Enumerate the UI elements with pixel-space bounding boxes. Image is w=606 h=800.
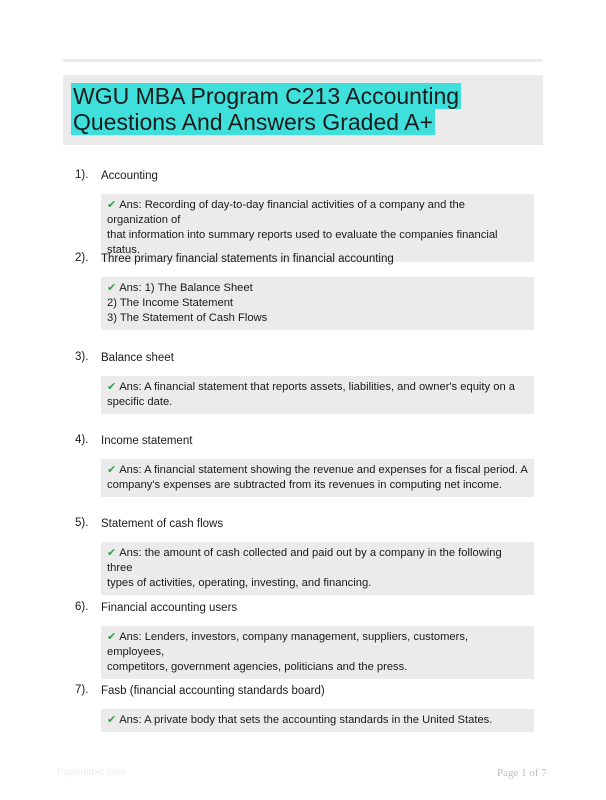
question-text: Fasb (financial accounting standards board) — [101, 685, 325, 697]
question-text: Three primary financial statements in financial accounting — [101, 253, 394, 265]
footer-watermark: Papertitbic.com — [57, 767, 126, 778]
answer-line: types of activities, operating, investing, and financing. — [107, 577, 372, 589]
question-text: Statement of cash flows — [101, 518, 224, 530]
question-number: 6). — [75, 601, 89, 613]
check-icon: ✔ — [107, 463, 117, 476]
question-text: Balance sheet — [101, 352, 174, 364]
title-banner — [63, 75, 543, 145]
answer-line: Ans: 1) The Balance Sheet — [119, 282, 253, 294]
check-icon: ✔ — [107, 630, 117, 643]
check-icon: ✔ — [107, 713, 117, 726]
answer-line: company's expenses are subtracted from its revenues in computing net income. — [107, 479, 503, 491]
answer-line: Ans: Lenders, investors, company management, suppliers, customers, employees, — [107, 631, 469, 658]
answer-box — [101, 277, 534, 330]
answer-line: specific date. — [107, 396, 173, 408]
answer-line: 3) The Statement of Cash Flows — [107, 312, 268, 324]
question-number: 4). — [75, 434, 89, 446]
answer-line: 2) The Income Statement — [107, 297, 234, 309]
answer-line: Ans: the amount of cash collected and paid out by a company in the following three — [107, 547, 502, 574]
top-divider — [63, 59, 543, 62]
question-number: 3). — [75, 351, 89, 363]
question-text: Accounting — [101, 170, 158, 182]
answer-box — [101, 459, 534, 497]
answer-line: Ans: A financial statement showing the revenue and expenses for a fiscal period. A — [119, 464, 528, 476]
answer-line: Ans: Recording of day-to-day financial activities of a company and the organization of — [107, 199, 465, 226]
question-text: Financial accounting users — [101, 602, 238, 614]
answer-line: competitors, government agencies, politicians and the press. — [107, 661, 408, 673]
question-number: 1). — [75, 169, 89, 181]
question-text: Income statement — [101, 435, 193, 447]
document-title: WGU MBA Program C213 Accounting Questions And Answers Graded A+ — [73, 83, 460, 135]
answer-line: Ans: A financial statement that reports assets, liabilities, and owner's equity on a — [119, 381, 515, 393]
question-number: 2). — [75, 252, 89, 264]
check-icon: ✔ — [107, 281, 117, 294]
answer-box — [101, 626, 534, 679]
check-icon: ✔ — [107, 380, 117, 393]
question-number: 5). — [75, 517, 89, 529]
answer-line: Ans: A private body that sets the accounting standards in the United States. — [119, 714, 493, 726]
answer-box — [101, 709, 534, 732]
answer-box — [101, 376, 534, 414]
answer-box — [101, 542, 534, 595]
check-icon: ✔ — [107, 546, 117, 559]
question-number: 7). — [75, 684, 89, 696]
check-icon: ✔ — [107, 198, 117, 211]
answer-line: that information into summary reports used to evaluate the companies financial status. — [107, 229, 498, 256]
page-number: Page 1 of 7 — [497, 767, 547, 779]
